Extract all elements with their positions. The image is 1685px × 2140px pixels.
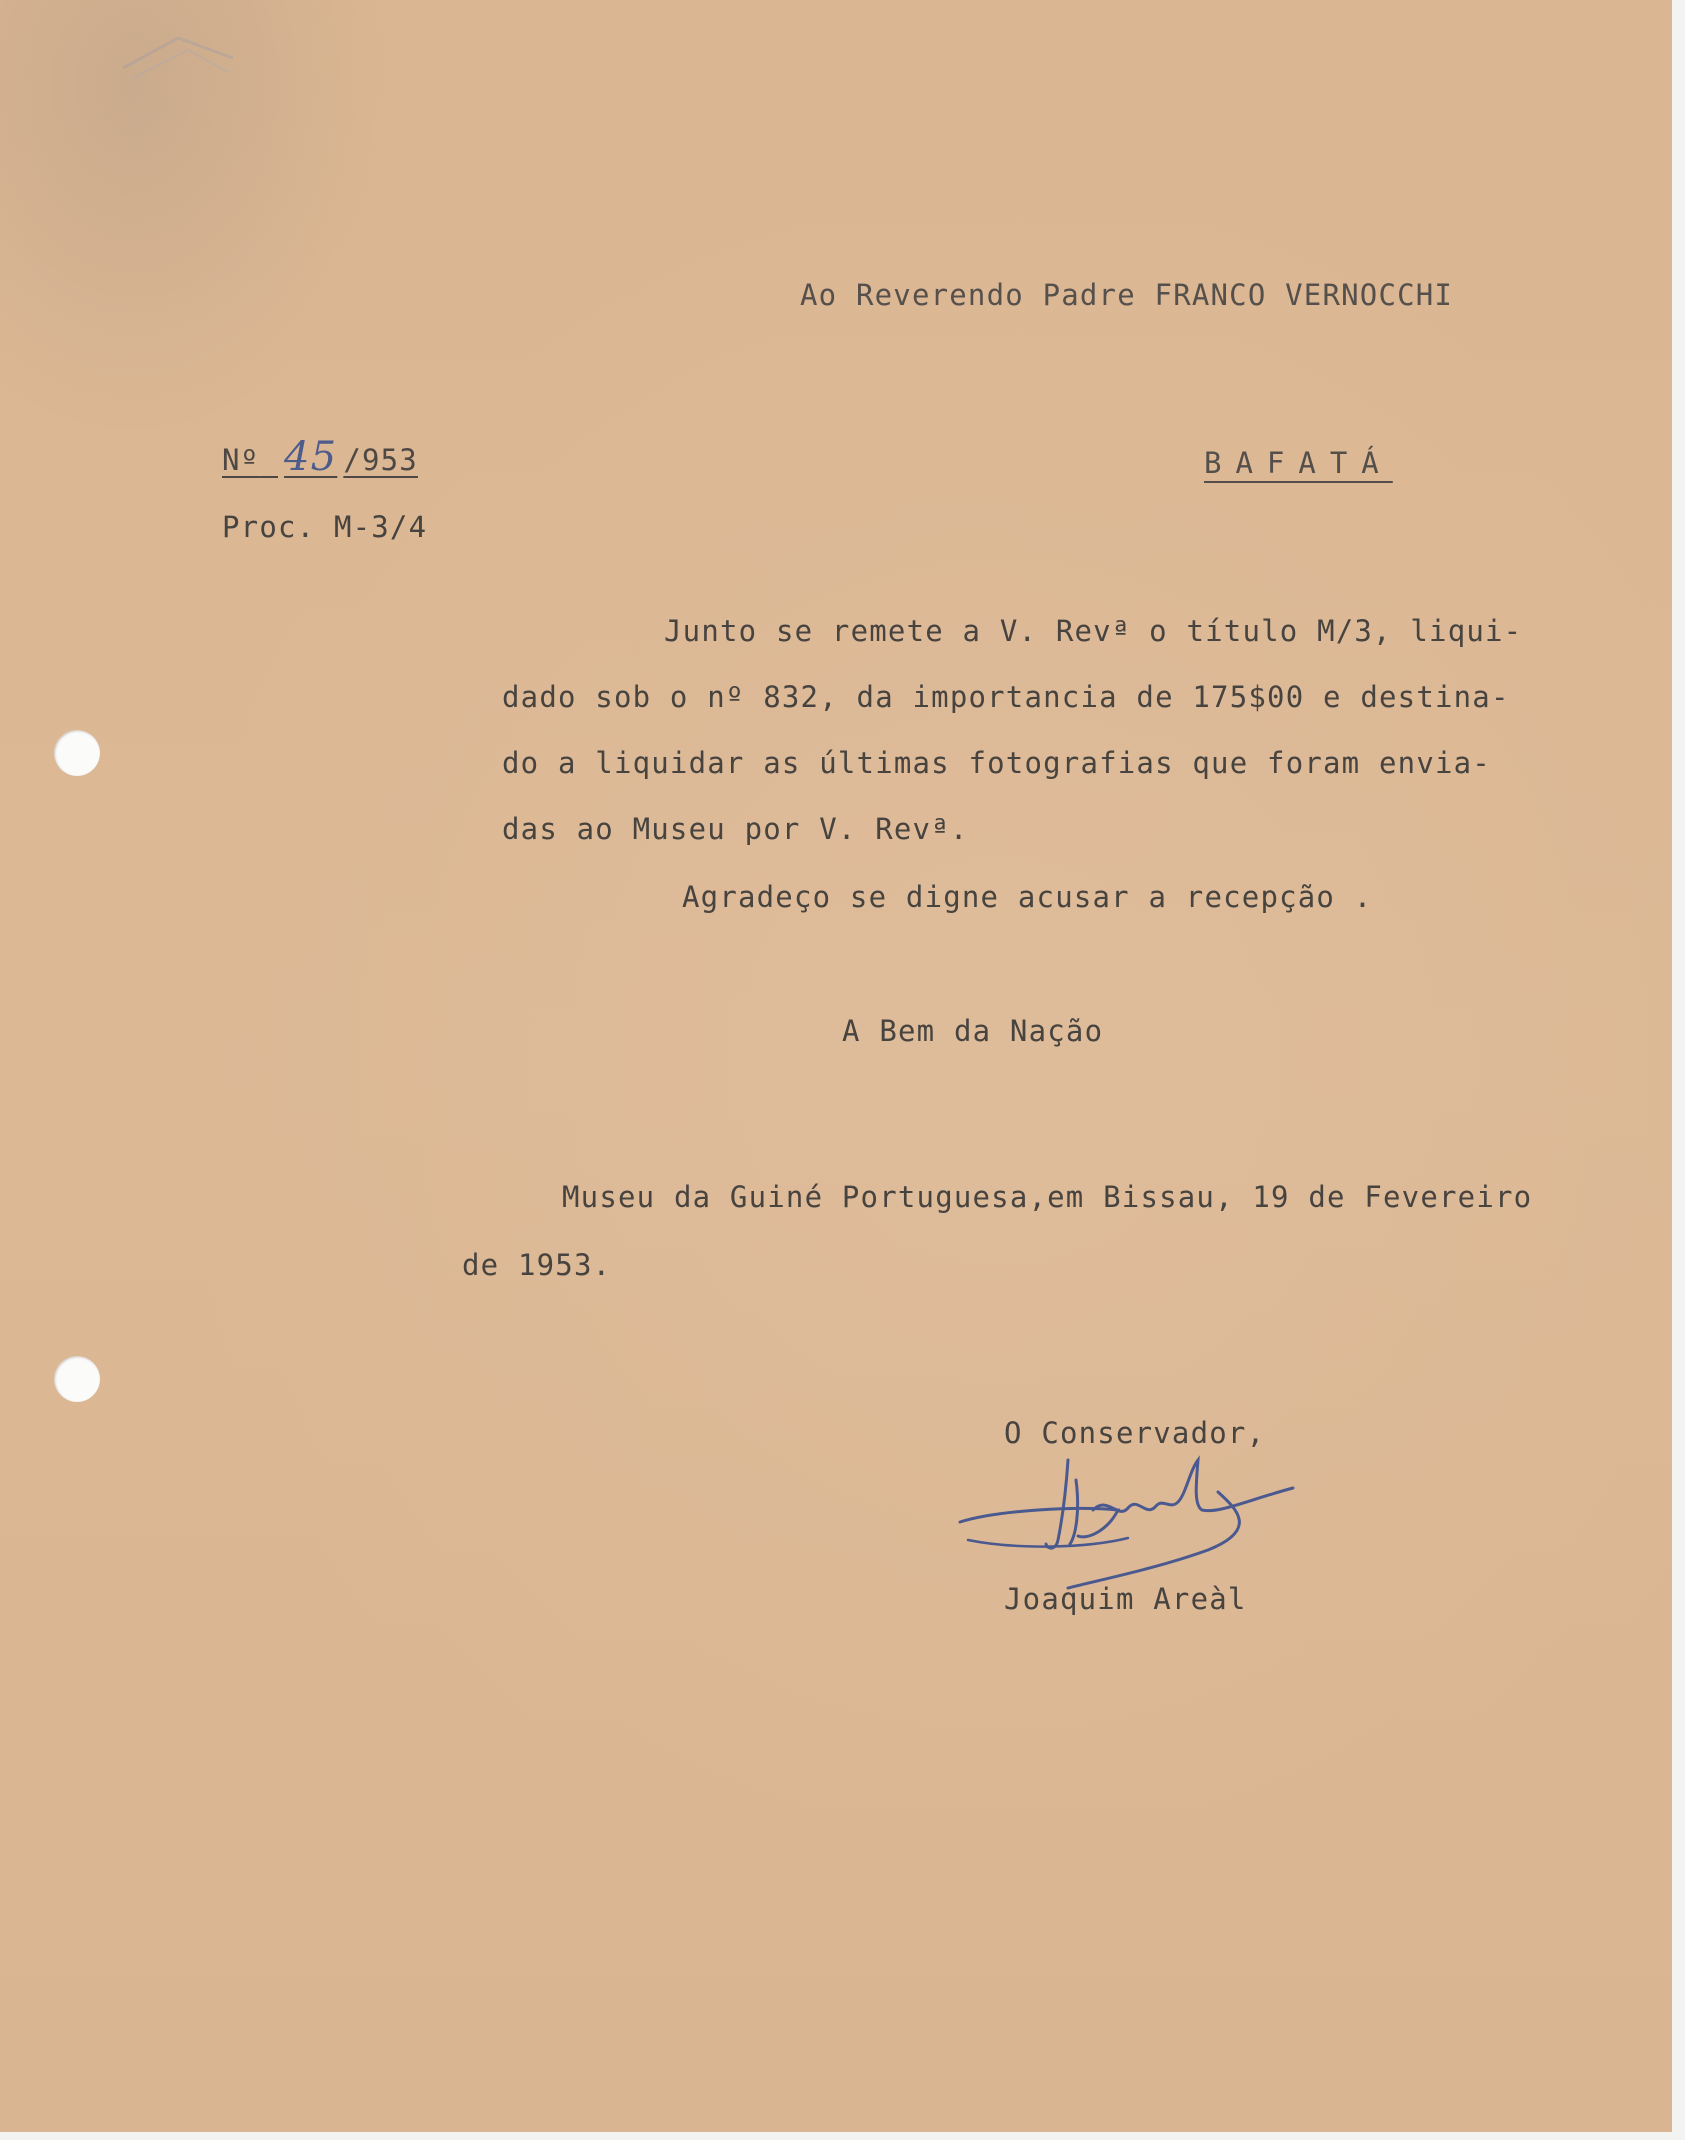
scan-margin-right xyxy=(1672,0,1685,2140)
place-date-line-2: de 1953. xyxy=(462,1248,612,1282)
body-line-1: Junto se remete a V. Revª o título M/3, liqui- xyxy=(664,614,1523,648)
reference-number xyxy=(222,434,418,480)
handwritten-signature xyxy=(958,1440,1308,1590)
scan-margin-bottom xyxy=(0,2132,1685,2140)
reference-handwritten-number: 45 xyxy=(284,434,338,480)
reference-year: /953 xyxy=(343,443,418,477)
faded-stamp-mark xyxy=(118,28,238,88)
place-date-line-1: Museu da Guiné Portuguesa,em Bissau, 19 de Fevereiro xyxy=(562,1180,1533,1214)
punch-hole-bottom xyxy=(54,1356,100,1402)
body-line-3: do a liquidar as últimas fotografias que foram envia- xyxy=(502,746,1491,780)
signer-title: O Conservador, xyxy=(1004,1416,1266,1450)
closing-salutation: A Bem da Nação xyxy=(842,1014,1104,1048)
reference-prefix: Nº xyxy=(222,443,260,477)
destination: BAFATÁ xyxy=(1204,446,1393,480)
body-line-2: dado sob o nº 832, da importancia de 175$00 e destina- xyxy=(502,680,1510,714)
punch-hole-top xyxy=(54,730,100,776)
addressee: Ao Reverendo Padre FRANCO VERNOCCHI xyxy=(800,278,1454,312)
body-line-4: das ao Museu por V. Revª. xyxy=(502,812,969,846)
body-line-5: Agradeço se digne acusar a recepção . xyxy=(682,880,1373,914)
signer-name: Joaquim Areàl xyxy=(1004,1582,1247,1616)
process-reference: Proc. M-3/4 xyxy=(222,510,428,544)
